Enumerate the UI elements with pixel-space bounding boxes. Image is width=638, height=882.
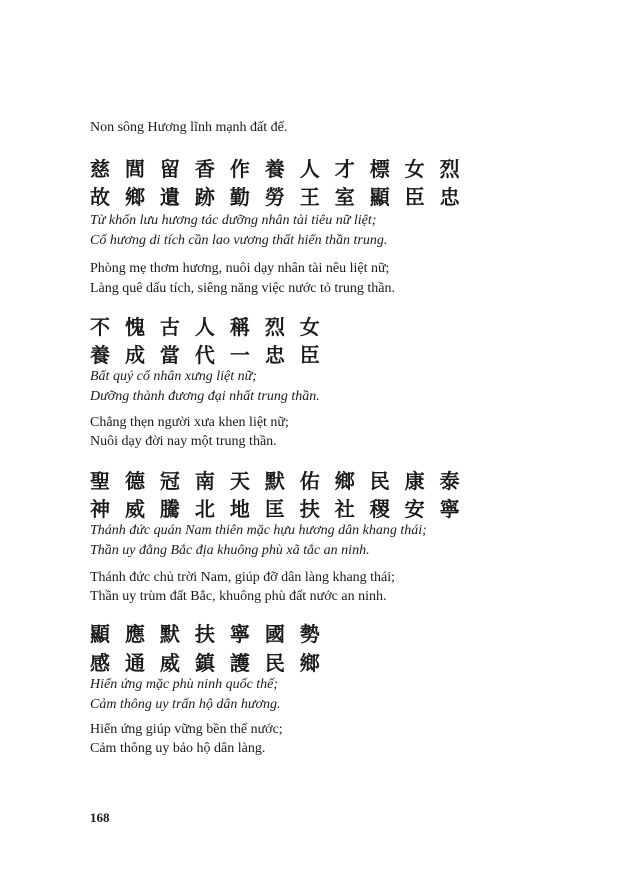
transliteration-2-line-2: Dưỡng thành đương đại nhất trung thần. — [90, 389, 320, 404]
han-couplet-4-line-2: 感 通 威 鎮 護 民 鄉 — [90, 651, 324, 675]
translation-3-line-1: Thánh đức chủ trời Nam, giúp đỡ dân làng khang thái; — [90, 570, 396, 585]
han-couplet-2-line-2: 養 成 當 代 一 忠 臣 — [90, 343, 324, 367]
han-couplet-3-line-1: 聖 德 冠 南 天 默 佑 鄉 民 康 泰 — [90, 469, 464, 493]
page-number: 168 — [90, 810, 110, 825]
translation-1-line-2: Làng quê dấu tích, siêng năng việc nước tỏ trung thần. — [90, 281, 396, 296]
transliteration-3-line-2: Thần uy đằng Bắc địa khuông phù xã tắc an ninh. — [90, 543, 370, 558]
translation-4-line-1: Hiển ứng giúp vững bền thế nước; — [90, 722, 283, 737]
transliteration-3-line-1: Thánh đức quán Nam thiên mặc hựu hương dân khang thái; — [90, 523, 427, 538]
han-couplet-1-line-1: 慈 閭 留 香 作 養 人 才 標 女 烈 — [90, 157, 464, 181]
han-couplet-4-line-1: 顯 應 默 扶 寧 國 勢 — [90, 622, 324, 646]
translation-4-line-2: Cảm thông uy bảo hộ dân làng. — [90, 741, 266, 756]
transliteration-4-line-1: Hiển ứng mặc phù ninh quốc thế; — [90, 677, 279, 692]
transliteration-2-line-1: Bất quý cổ nhân xưng liệt nữ; — [90, 369, 257, 384]
han-couplet-2-line-1: 不 愧 古 人 稱 烈 女 — [90, 315, 324, 339]
han-couplet-3-line-2: 神 威 騰 北 地 匡 扶 社 稷 安 寧 — [90, 497, 464, 521]
translation-3-line-2: Thần uy trùm đất Bắc, khuông phù đất nước an ninh. — [90, 589, 387, 604]
transliteration-1-line-1: Từ khổn lưu hương tác dưỡng nhân tài tiêu nữ liệt; — [90, 213, 377, 228]
translation-2-line-2: Nuôi dạy đời nay một trung thần. — [90, 434, 277, 449]
transliteration-1-line-2: Cố hương di tích cần lao vương thất hiển thần trung. — [90, 233, 388, 248]
han-couplet-1-line-2: 故 鄉 遺 跡 勤 勞 王 室 顯 臣 忠 — [90, 185, 464, 209]
translation-2-line-1: Chẳng thẹn người xưa khen liệt nữ; — [90, 415, 289, 430]
translation-1-line-1: Phòng mẹ thơm hương, nuôi dạy nhân tài nêu liệt nữ; — [90, 261, 390, 276]
intro-line: Non sông Hương lĩnh mạnh đất đế. — [90, 120, 288, 135]
transliteration-4-line-2: Cảm thông uy trấn hộ dân hương. — [90, 697, 281, 712]
